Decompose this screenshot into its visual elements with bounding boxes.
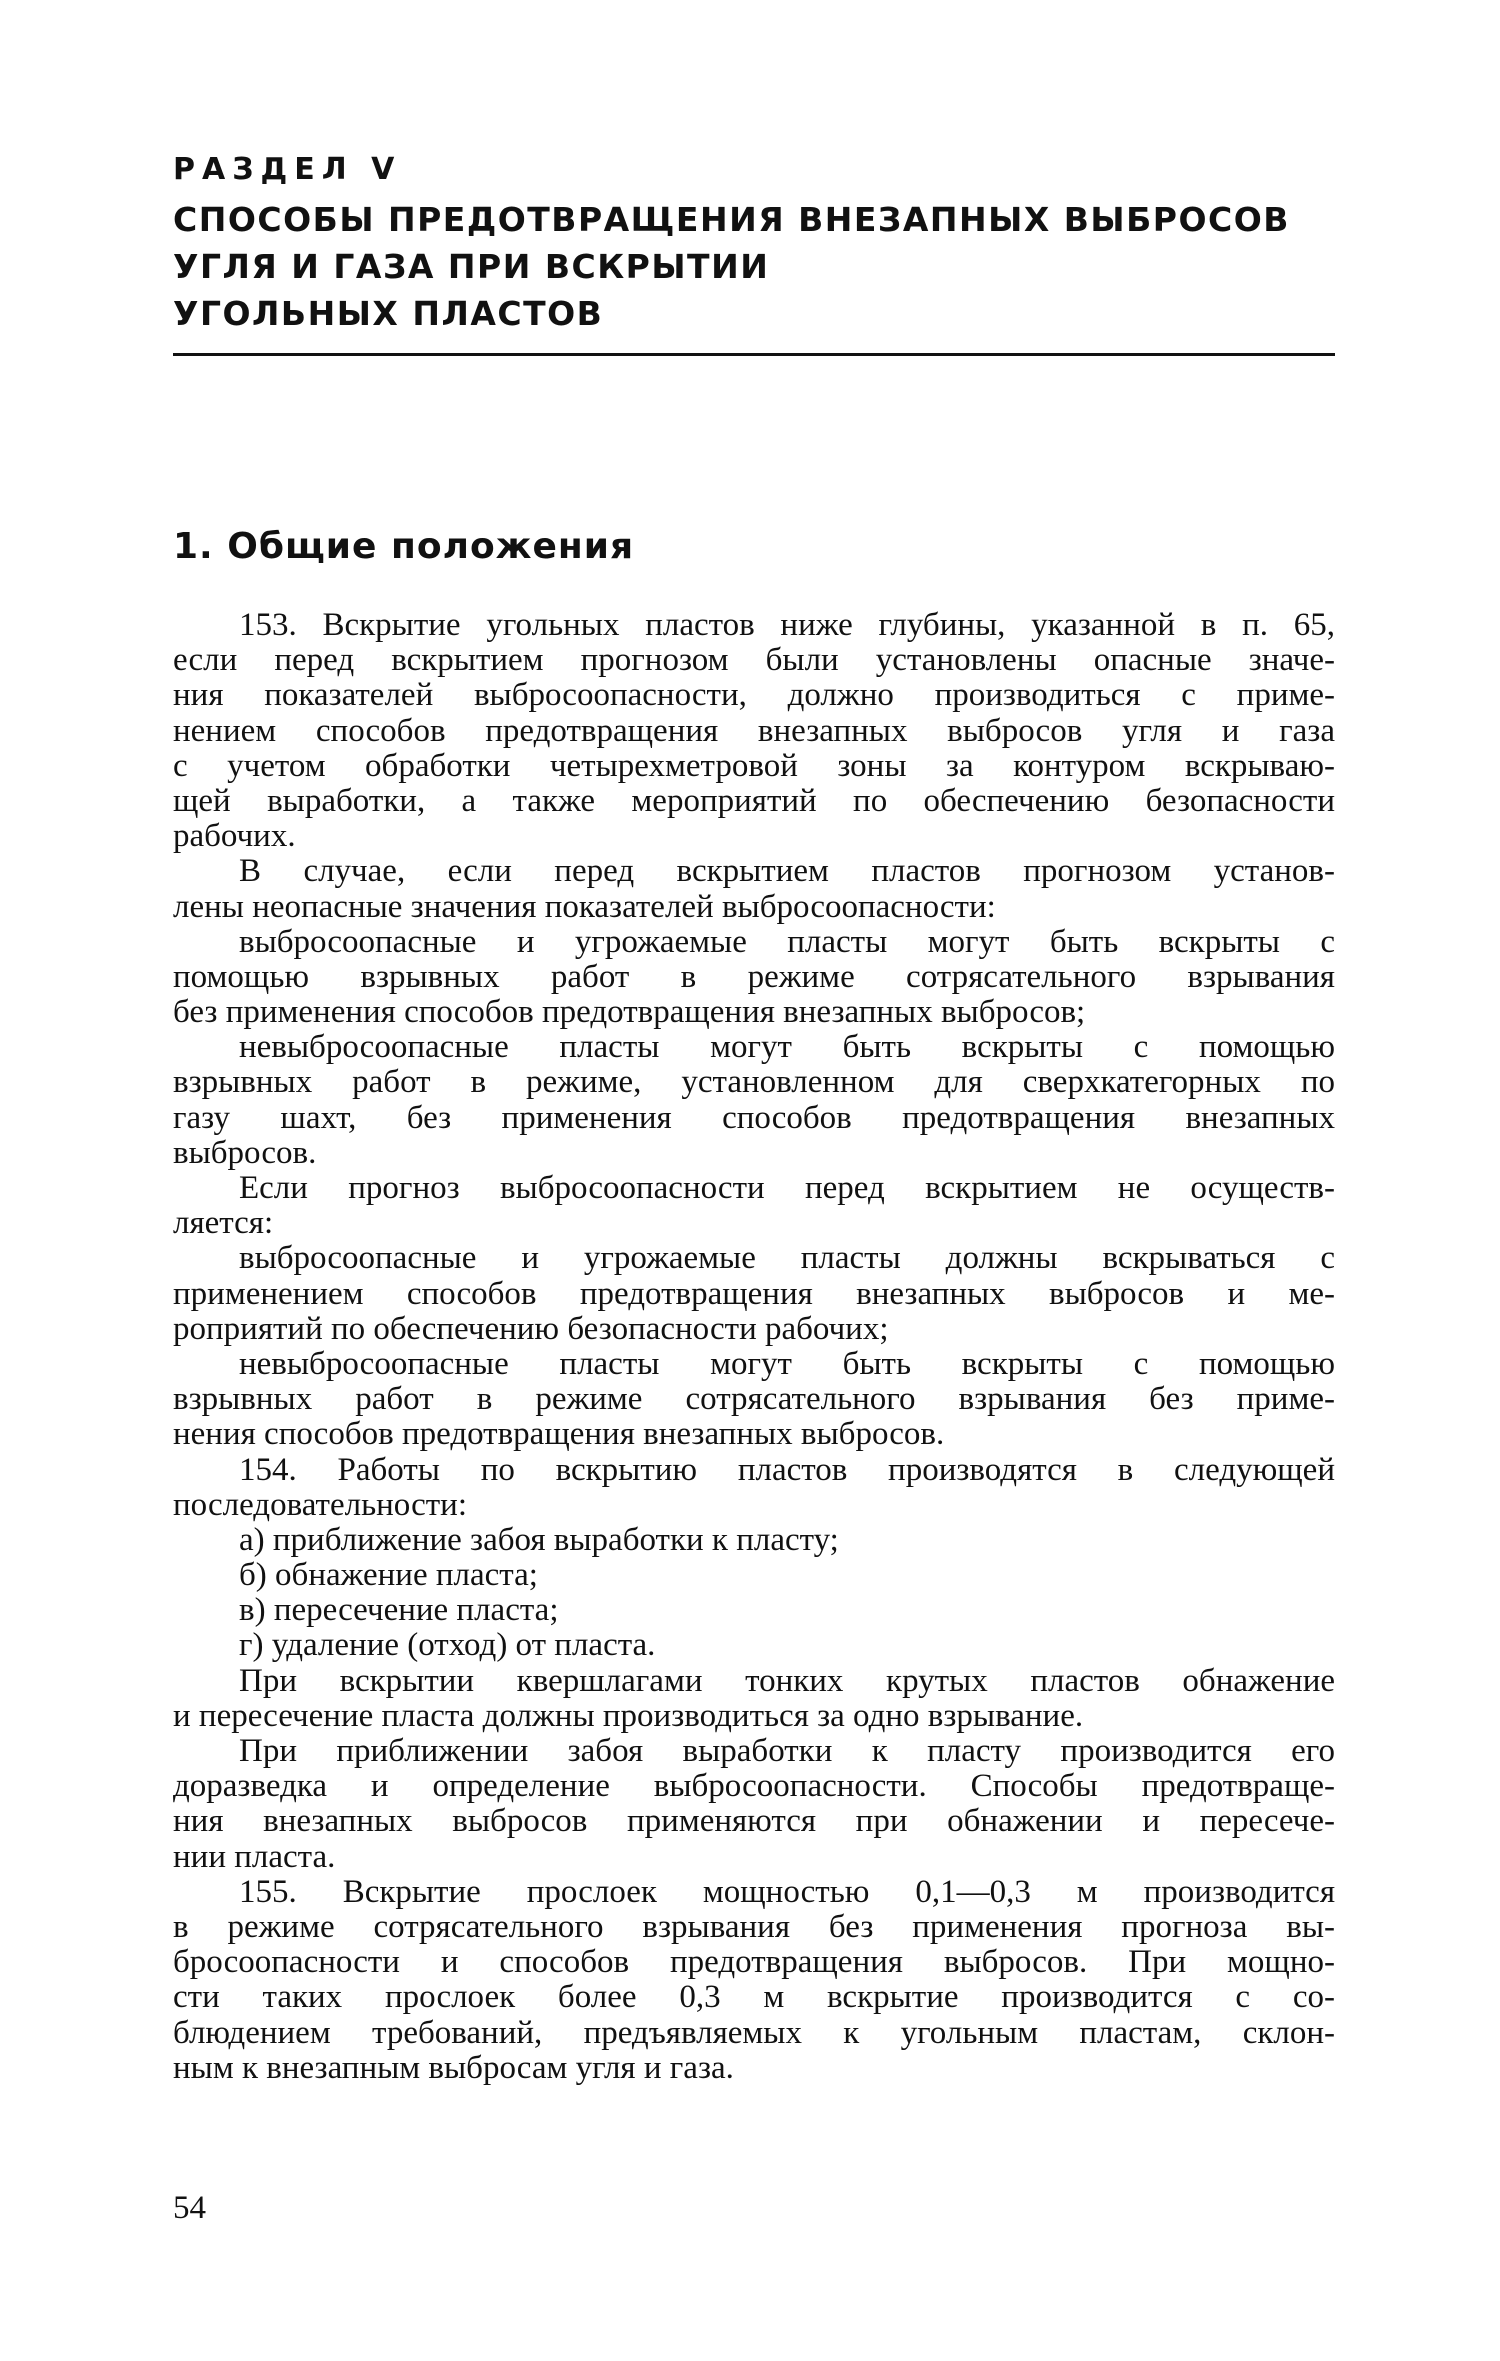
text-line: ным к внезапным выбросам угля и газа. — [173, 2049, 734, 2086]
section-label: РАЗДЕЛ V — [173, 152, 402, 187]
text-line: 154. Работы по вскрытию пластов производятся в следующей — [239, 1451, 1335, 1488]
page-number: 54 — [173, 2190, 206, 2226]
text-line: невыбросоопасные пласты могут быть вскрыты с помощью — [239, 1345, 1335, 1382]
text-line: ния показателей выбросоопасности, должно производиться с приме- — [173, 677, 1335, 714]
list-item: а) приближение забоя выработки к пласту; — [239, 1521, 839, 1558]
text-line: щей выработки, а также мероприятий по обеспечению безопасности — [173, 782, 1335, 819]
text-line: 155. Вскрытие прослоек мощностью 0,1—0,3 м производится — [239, 1873, 1335, 1910]
section-title-line: УГЛЯ И ГАЗА ПРИ ВСКРЫТИИ — [173, 247, 770, 286]
text-line: применением способов предотвращения внезапных выбросов и ме- — [173, 1275, 1335, 1312]
text-line: В случае, если перед вскрытием пластов прогнозом установ- — [239, 853, 1335, 890]
text-line: ния внезапных выбросов применяются при обнажении и пересече- — [173, 1803, 1335, 1840]
text-line: последовательности: — [173, 1486, 468, 1523]
text-line: блюдением требований, предъявляемых к угольным пластам, склон- — [173, 2014, 1335, 2051]
text-line: без применения способов предотвращения внезапных выбросов; — [173, 994, 1086, 1031]
text-line: в режиме сотрясательного взрывания без применения прогноза вы- — [173, 1908, 1335, 1945]
text-line: сти таких прослоек более 0,3 м вскрытие производится с со- — [173, 1979, 1335, 2016]
text-line: помощью взрывных работ в режиме сотрясательного взрывания — [173, 958, 1335, 995]
text-line: лены неопасные значения показателей выбросоопасности: — [173, 888, 996, 925]
text-line: взрывных работ в режиме, установленном для сверхкатегорных по — [173, 1064, 1335, 1101]
text-line: бросоопасности и способов предотвращения выбросов. При мощно- — [173, 1944, 1335, 1981]
text-line: доразведка и определение выбросоопасности. Способы предотвраще- — [173, 1768, 1335, 1805]
subsection-title: 1. Общие положения — [173, 526, 635, 567]
text-line: если перед вскрытием прогнозом были установлены опасные значе- — [173, 642, 1335, 679]
text-line: роприятий по обеспечению безопасности рабочих; — [173, 1310, 889, 1347]
section-title-line: СПОСОБЫ ПРЕДОТВРАЩЕНИЯ ВНЕЗАПНЫХ ВЫБРОСОВ — [173, 200, 1290, 239]
text-line: нии пласта. — [173, 1838, 336, 1875]
text-line: 153. Вскрытие угольных пластов ниже глубины, указанной в п. 65, — [239, 607, 1335, 643]
text-line: ляется: — [173, 1205, 274, 1242]
list-item: в) пересечение пласта; — [239, 1592, 559, 1629]
text-line: При вскрытии квершлагами тонких крутых пластов обнажение — [239, 1662, 1335, 1699]
list-item: г) удаление (отход) от пласта. — [239, 1627, 656, 1664]
text-line: взрывных работ в режиме сотрясательного взрывания без приме- — [173, 1381, 1335, 1418]
text-line: нением способов предотвращения внезапных выбросов угля и газа — [173, 712, 1335, 749]
list-item: б) обнажение пласта; — [239, 1557, 538, 1594]
text-line: газу шахт, без применения способов предотвращения внезапных — [173, 1099, 1335, 1136]
section-title — [173, 196, 1353, 337]
body-text — [173, 608, 1335, 2086]
text-line: выбросоопасные и угрожаемые пласты могут быть вскрыты с — [239, 923, 1335, 960]
section-title-line: УГОЛЬНЫХ ПЛАСТОВ — [173, 294, 604, 333]
text-line: Если прогноз выбросоопасности перед вскрытием не осуществ- — [239, 1170, 1335, 1206]
title-divider — [173, 353, 1335, 356]
text-line: выбросоопасные и угрожаемые пласты должны вскрываться с — [239, 1240, 1335, 1277]
text-line: невыбросоопасные пласты могут быть вскрыты с помощью — [239, 1029, 1335, 1066]
text-line: рабочих. — [173, 818, 296, 855]
text-line: выбросов. — [173, 1134, 317, 1171]
text-line: нения способов предотвращения внезапных выбросов. — [173, 1416, 945, 1453]
text-line: При приближении забоя выработки к пласту производится его — [239, 1733, 1335, 1769]
text-line: с учетом обработки четырехметровой зоны за контуром вскрываю- — [173, 747, 1335, 784]
text-line: и пересечение пласта должны производиться за одно взрывание. — [173, 1697, 1084, 1734]
